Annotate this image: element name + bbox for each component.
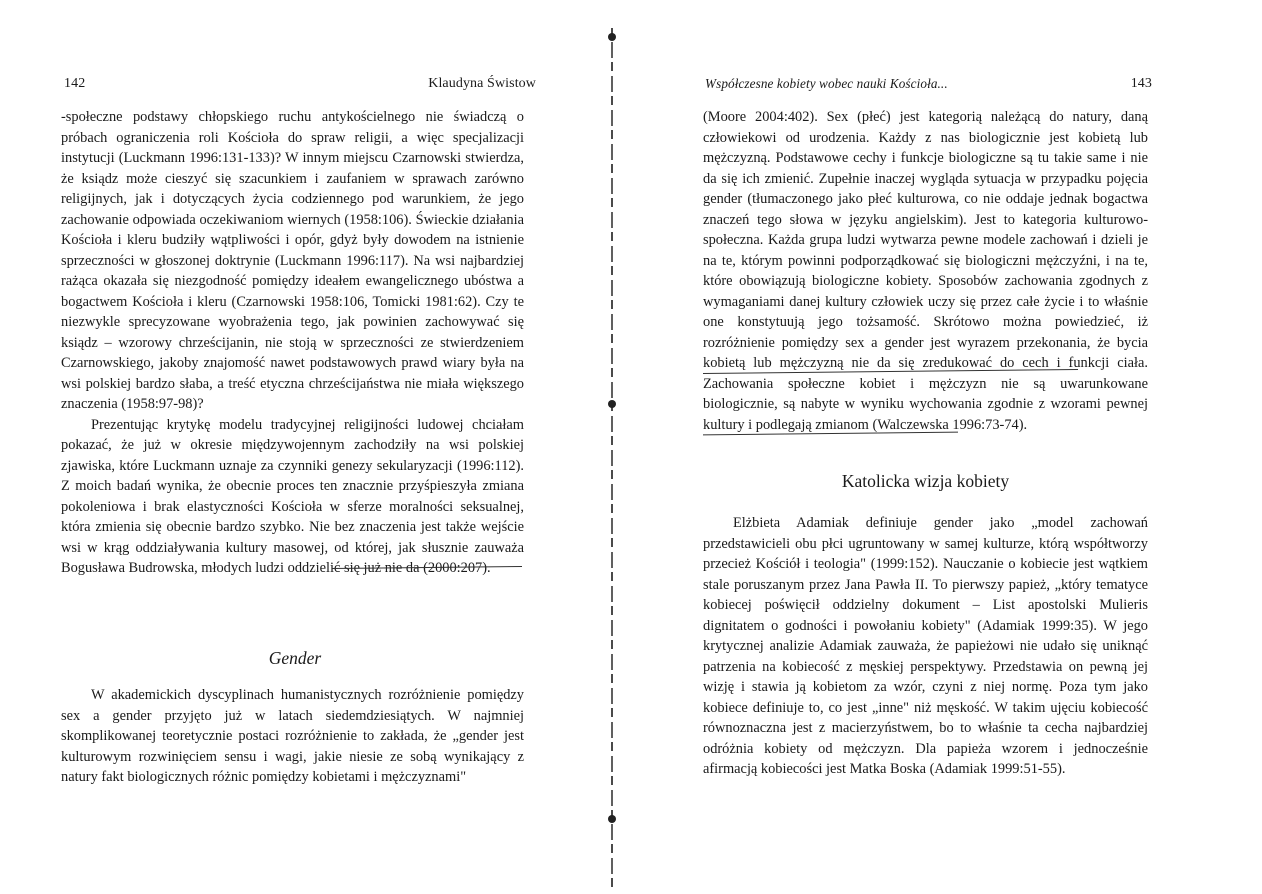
left-page-number: 142 — [64, 76, 86, 91]
right-section-paragraph: Elżbieta Adamiak definiuje gender jako „model zachowań przedstawicieli obu płci ugruntowany w samej kulturze, którą współtworzy przecież Kościół i teologia" (1999:152). Nauczanie o kobiecie jest wątkiem stale poruszanym przez Jana Pawła II. To pierwszy papież, „który tematyce kobiecej poświęcił oddzielny dokument – List apostolski Mulieris dignitatem o godności i powołaniu kobiety" (Adamiak 1999:35). W jego krytycznej analizie Adamiak zauważa, że papieżowi nie udało się uniknąć patrzenia na kobiecość z męskiej perspektywy. Przedstawia on pewną jej wizję i stawia ją kobietom za wzór, czyni z niej normę. Poza tym jako kobiece definiuje to, co jest „inne" niż męskość. W takim ujęciu kobiecość równoznaczna jest z macierzyństwem, bo to właśnie ta cecha najbardziej odróżnia kobiety od mężczyzn. Dla papieża wzorem i jednocześnie afirmacją kobiecości jest Matka Boska (Adamiak 1999:51-55). — [703, 515, 1148, 777]
left-section-paragraph: W akademickich dyscyplinach humanistycznych rozróżnienie pomiędzy sex a gender przyjęto już w latach siedemdziesiątych. W najmniej skomplikowanej teoretycznie postaci rozróżnienie to zakłada, że „gender jest kulturowym rozwinięciem sensu i wagi, jakie niesie ze sobą wynikający z natury fakt biologicznych różnic pomiędzy kobietami i mężczyznami" — [61, 687, 524, 785]
book-spine — [611, 28, 613, 890]
left-running-author: Klaudyna Świstow — [428, 76, 536, 91]
left-paragraph-1: -społeczne podstawy chłopskiego ruchu antykościelnego nie świadczą o próbach ograniczenia roli Kościoła do spraw religii, a więc specjalizacji instytucji (Luckmann 1996:131-133)? W innym miejscu Czarnowski stwierdza, że ksiądz może cieszyć się szacunkiem i zaufaniem w sprawach zarówno religijnych, jak i dotyczących życia codziennego pod warunkiem, że jego zachowanie odpowiada oczekiwaniom wiernych (1958:106). Świeckie działania Kościoła i kleru budziły wątpliwości i opór, gdyż były dowodem na istnienie sprzeczności w głoszonej doktrynie (Luckmann 1996:117). Na wsi najbardziej rażąca okazała się niezgodność pomiędzy ideałem ewangelicznego ubóstwa a bogactwem Kościoła i kleru (Czarnowski 1958:106, Tomicki 1981:62). Czy te niezwykle sprecyzowane wyobrażenia tego, jak powinien zachowywać się ksiądz – wzorowy chrześcijanin, nie stoją w sprzeczności ze stwierdzeniem Czarnowskiego, jakoby znajomość nawet podstawowych prawd wiary była na wsi polskiej bardzo słaba, a treść etyczna chrześcijaństwa nie miała większego znaczenia (1958:97-98)? — [61, 109, 524, 412]
right-paragraph-1: (Moore 2004:402). Sex (płeć) jest kategorią należącą do natury, daną człowiekowi od urodzenia. Każdy z nas biologicznie jest kobietą lub mężczyzną. Podstawowe cechy i funkcje biologiczne są tu takie same i nie da się ich zmienić. Zupełnie inaczej wygląda sytuacja w przypadku pojęcia gender (tłumaczonego jako płeć kulturowa, co nie oddaje jednak bogactwa znaczeń tego słowa w języku angielskim). Jest to kategoria kulturowo-społeczna. Każda grupa ludzi wytwarza pewne modele zachowań i dzieli je na te, którym powinni podporządkować się biologiczni mężczyźni, i na te, które obowiązują biologiczne kobiety. Sposobów zachowania zgodnych z wymaganiami danej kultury człowiek uczy się przez całe życie i to właśnie one konstytuują jego tożsamość. Skrótowo można powiedzieć, iż rozróżnienie pomiędzy sex a gender jest wyrazem przekonania, że bycia kobietą lub mężczyzną nie da się zredukować do cech i funkcji ciała. Zachowania społeczne kobiet i mężczyzn nie są uwarunkowane biologicznie, są nabyte w wyniku wychowania zgodnie z wzorami pewnej kultury i podlegają zmianom (Walczewska 1996:73-74). — [703, 109, 1148, 433]
left-paragraph-2: Prezentując krytykę modelu tradycyjnej religijności ludowej chciałam pokazać, że już w okresie międzywojennym zachodziły na wsi polskiej zjawiska, które Luckmann uznaje za czynniki genezy sekularyzacji (1996:112). Z moich badań wynika, że obecnie proces ten znacznie przyśpieszyła zmiana pokoleniowa i brak elastyczności Kościoła w sferze moralności seksualnej, która zmienia się obecnie bardzo szybko. Nie bez znaczenia jest także wejście wsi w krąg oddziaływania kultury masowej, od której, jak słusznie zauważa Bogusława Budrowska, młodych ludzi oddzielić się już nie da (2000:207). — [61, 416, 524, 576]
right-running-title: Współczesne kobiety wobec nauki Kościoła... — [705, 76, 948, 91]
right-body-text — [703, 107, 1148, 435]
right-section-body — [703, 513, 1148, 780]
section-heading-catholic-vision: Katolicka wizja kobiety — [841, 471, 1010, 491]
spine-mark — [608, 33, 616, 41]
section-heading-gender: Gender — [268, 648, 322, 668]
left-page — [0, 0, 630, 894]
spine-mark — [608, 815, 616, 823]
right-page-number: 143 — [1130, 76, 1152, 91]
left-section-body — [61, 685, 524, 788]
right-page — [630, 0, 1262, 894]
left-body-text — [61, 107, 524, 579]
spine-mark — [608, 400, 616, 408]
